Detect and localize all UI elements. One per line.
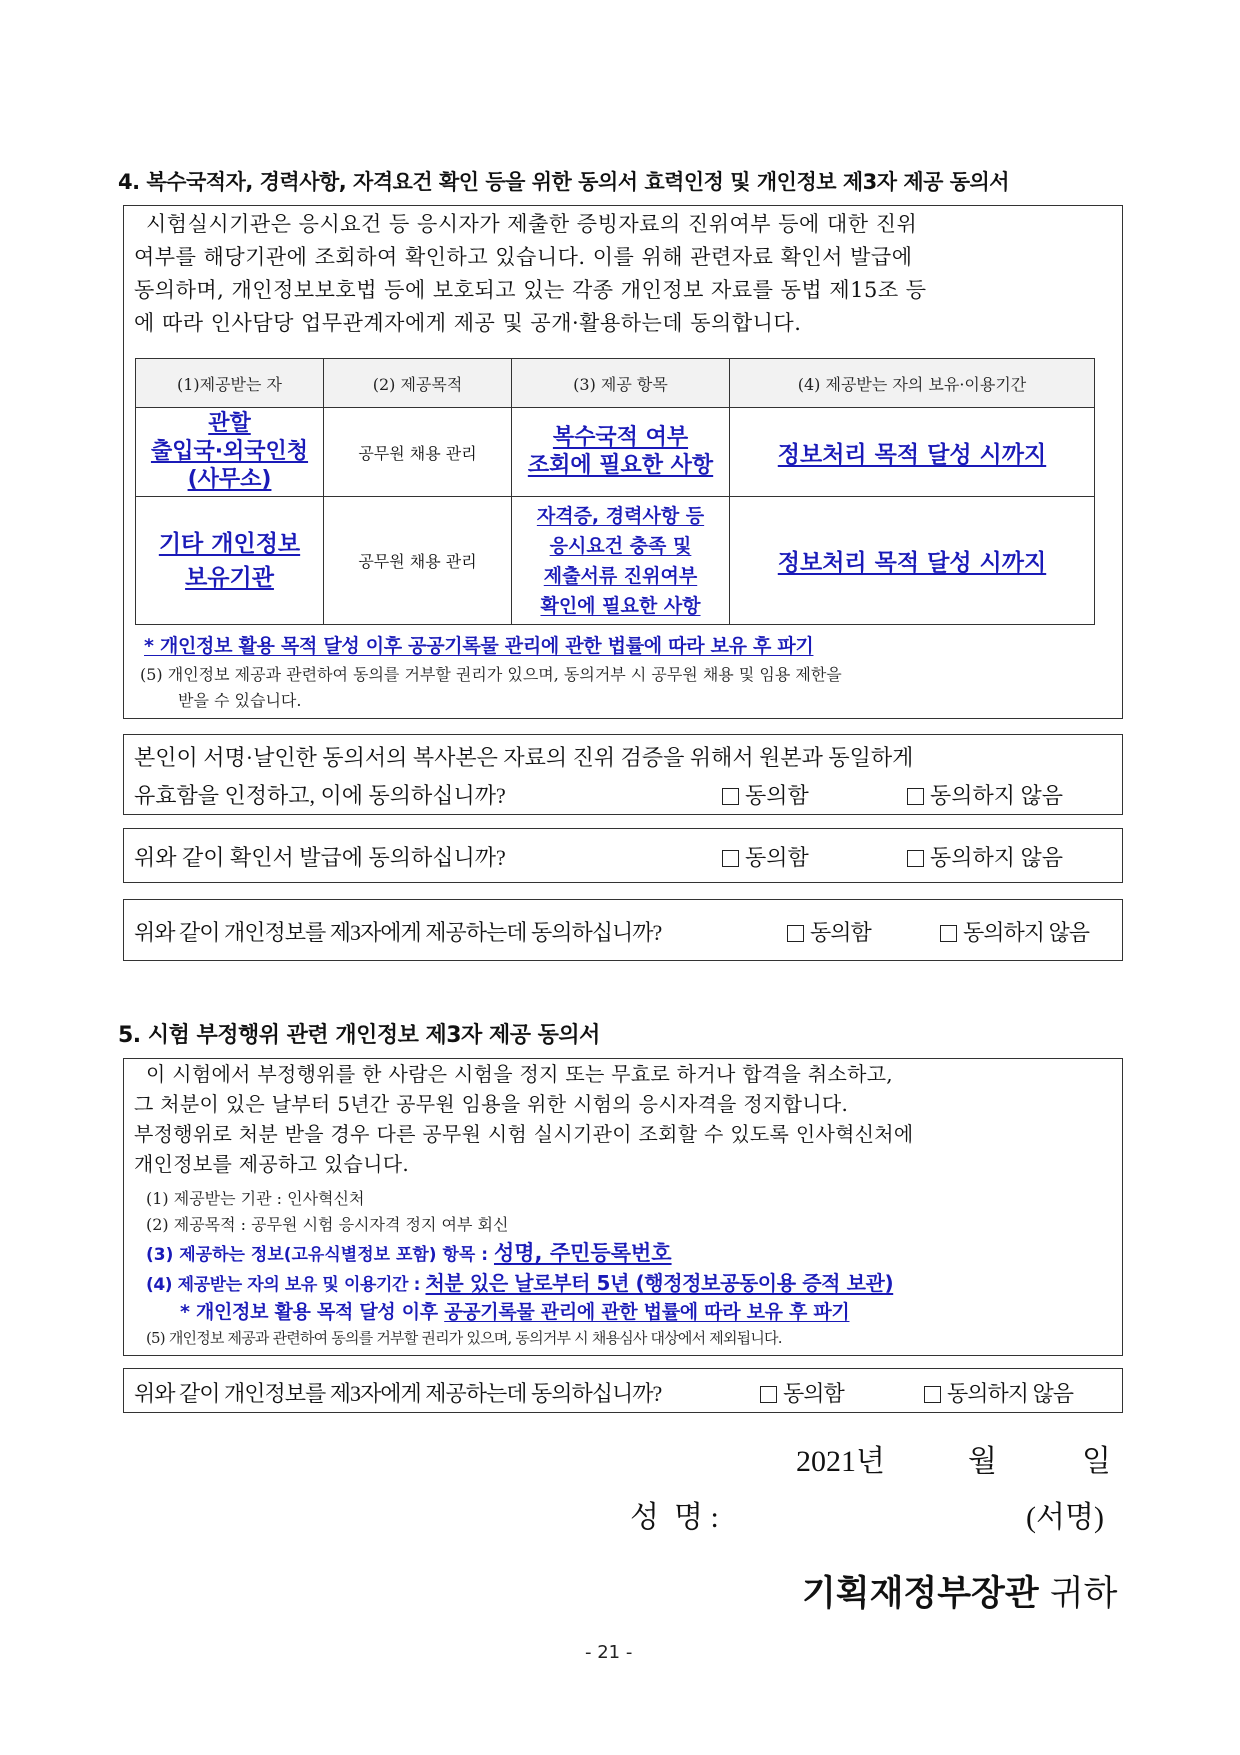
- agree-option[interactable]: [722, 841, 809, 872]
- row2-recipient: [136, 497, 324, 625]
- section4-intro: [134, 208, 1109, 340]
- refusal-note: [140, 662, 1115, 714]
- table-header-row: [136, 359, 1095, 408]
- provision-table: [135, 358, 1095, 625]
- consent-box-certificate: [123, 828, 1123, 883]
- intro-line: 그 처분이 있은 날부터 5년간 공무원 임용을 위한 시험의 응시자격을 정지합니다.: [134, 1092, 849, 1116]
- recipient-line: 관할: [208, 411, 251, 436]
- agree-label: 동의함: [783, 1381, 844, 1406]
- row1-purpose: 공무원 채용 관리: [324, 408, 512, 497]
- item-line: 응시요건 충족 및: [549, 534, 692, 557]
- intro-line: 동의하며, 개인정보보호법 등에 보호되고 있는 각종 개인정보 자료를 동법 제15조 등: [134, 278, 927, 302]
- item-line: 조회에 필요한 사항: [527, 453, 714, 478]
- intro-line: 시험실시기관은 응시요건 등 응시자가 제출한 증빙자료의 진위여부 등에 대한 진위: [146, 212, 918, 236]
- row2-items: [512, 497, 730, 625]
- disagree-label: 동의하지 않음: [930, 783, 1064, 808]
- refusal-note-line: 받을 수 있습니다.: [178, 691, 302, 710]
- disagree-checkbox[interactable]: [907, 788, 924, 805]
- item-line: 자격증, 경력사항 등: [536, 504, 705, 527]
- item-line: 복수국적 여부: [552, 425, 689, 450]
- recipient-line: 출입국·외국인청: [150, 439, 309, 464]
- section5-title: 5. 시험 부정행위 관련 개인정보 제3자 제공 동의서: [118, 1023, 600, 1048]
- header-purpose: (2) 제공목적: [324, 359, 512, 408]
- disagree-checkbox[interactable]: [940, 925, 957, 942]
- agree-checkbox[interactable]: [787, 925, 804, 942]
- section4-title: 4. 복수국적자, 경력사항, 자격요건 확인 등을 위한 동의서 효력인정 및 개인정보 제3자 제공 동의서: [118, 170, 1010, 194]
- consent-box-misconduct: [123, 1368, 1123, 1413]
- row2-purpose: 공무원 채용 관리: [324, 497, 512, 625]
- disagree-label: 동의하지 않음: [947, 1381, 1074, 1406]
- agree-label: 동의함: [810, 920, 871, 945]
- item-line: 제출서류 진위여부: [543, 564, 698, 587]
- header-recipient: (1)제공받는 자: [136, 359, 324, 408]
- name-label: 성 명 :: [630, 1501, 719, 1534]
- disagree-option[interactable]: [924, 1377, 1073, 1408]
- disagree-option[interactable]: [907, 841, 1063, 872]
- row1-recipient: [136, 408, 324, 497]
- provision-item-2: (2) 제공목적 : 공무원 시험 응시자격 정지 여부 회신: [146, 1215, 509, 1234]
- header-items: (3) 제공 항목: [512, 359, 730, 408]
- item-label: (4) 제공받는 자의 보유 및 이용기간 :: [146, 1275, 420, 1295]
- addressee-line: [802, 1566, 1117, 1616]
- disagree-checkbox[interactable]: [907, 850, 924, 867]
- provision-item-4: [146, 1267, 893, 1296]
- note-prefix: * 개인정보 활용 목적 달성 이후: [180, 1301, 438, 1323]
- agree-checkbox[interactable]: [722, 850, 739, 867]
- agree-option[interactable]: [722, 779, 809, 810]
- item-label: (3) 제공하는 정보(고유식별정보 포함) 항목 :: [146, 1245, 489, 1265]
- note-rest: 공공기록물 관리에 관한 법률에 따라 보유 후 파기: [444, 1301, 850, 1323]
- agree-label: 동의함: [745, 845, 809, 870]
- row1-period: [730, 408, 1095, 497]
- section4-box: [123, 205, 1123, 719]
- agree-checkbox[interactable]: [760, 1386, 777, 1403]
- header-period: (4) 제공받는 자의 보유·이용기간: [730, 359, 1095, 408]
- retention-note: [180, 1297, 849, 1324]
- agree-label: 동의함: [745, 783, 809, 808]
- intro-line: 부정행위로 처분 받을 경우 다른 공무원 시험 실시기관이 조회할 수 있도록 인사혁신처에: [134, 1122, 914, 1146]
- consent-question: 위와 같이 개인정보를 제3자에게 제공하는데 동의하십니까?: [134, 1381, 662, 1406]
- intro-line: 여부를 해당기관에 조회하여 확인하고 있습니다. 이를 위해 관련자료 확인서 발급에: [134, 245, 913, 269]
- agree-option[interactable]: [760, 1377, 844, 1408]
- disagree-label: 동의하지 않음: [930, 845, 1064, 870]
- table-row: [136, 408, 1095, 497]
- disagree-option[interactable]: [907, 779, 1063, 810]
- provision-item-3: [146, 1237, 672, 1267]
- disagree-label: 동의하지 않음: [963, 920, 1090, 945]
- refusal-note-line: (5) 개인정보 제공과 관련하여 동의를 거부할 권리가 있으며, 동의거부 시 공무원 채용 및 임용 제한을: [140, 665, 842, 684]
- agree-checkbox[interactable]: [722, 788, 739, 805]
- honorific: 귀하: [1049, 1574, 1118, 1613]
- agree-option[interactable]: [787, 916, 871, 947]
- consent-question: 위와 같이 확인서 발급에 동의하십니까?: [134, 845, 506, 870]
- section5-box: [123, 1058, 1123, 1356]
- page-number: - 21 -: [585, 1642, 633, 1663]
- recipient-line: 기타 개인정보: [158, 530, 301, 557]
- consent-question: 유효함을 인정하고, 이에 동의하십니까?: [134, 783, 506, 808]
- item-value: 성명, 주민등록번호: [493, 1241, 672, 1265]
- provision-item-1: (1) 제공받는 기관 : 인사혁신처: [146, 1189, 365, 1208]
- consent-question: 본인이 서명·날인한 동의서의 복사본은 자료의 진위 검증을 위해서 원본과 동일하게: [134, 745, 914, 770]
- recipient-line: 보유기관: [185, 564, 274, 591]
- consent-box-copy-validity: [123, 734, 1123, 815]
- item-line: 확인에 필요한 사항: [540, 594, 701, 617]
- intro-line: 이 시험에서 부정행위를 한 사람은 시험을 정지 또는 무효로 하거나 합격을 취소하고,: [146, 1062, 893, 1086]
- period-text: 정보처리 목적 달성 시까지: [777, 441, 1047, 468]
- date-year: 2021년: [796, 1445, 885, 1478]
- date-day: 일: [1082, 1445, 1111, 1478]
- item-value: 처분 있은 날로부터 5년 (행정정보공동이용 증적 보관): [425, 1271, 894, 1295]
- row1-items: [512, 408, 730, 497]
- sign-label: (서명): [1026, 1501, 1104, 1534]
- intro-line: 에 따라 인사담당 업무관계자에게 제공 및 공개·활용하는데 동의합니다.: [134, 311, 802, 335]
- provision-item-5: (5) 개인정보 제공과 관련하여 동의를 거부할 권리가 있으며, 동의거부 시 채용심사 대상에서 제외됩니다.: [146, 1329, 782, 1347]
- period-text: 정보처리 목적 달성 시까지: [777, 550, 1047, 576]
- table-row: [136, 497, 1095, 625]
- retention-note: * 개인정보 활용 목적 달성 이후 공공기록물 관리에 관한 법률에 따라 보유 후 파기: [144, 635, 814, 657]
- addressee: 기획재정부장관: [802, 1574, 1039, 1614]
- consent-box-third-party: [123, 899, 1123, 961]
- intro-line: 개인정보를 제공하고 있습니다.: [134, 1152, 410, 1176]
- disagree-option[interactable]: [940, 916, 1089, 947]
- section5-intro: [134, 1059, 1109, 1179]
- disagree-checkbox[interactable]: [924, 1386, 941, 1403]
- date-month: 월: [968, 1445, 997, 1478]
- row2-period: [730, 497, 1095, 625]
- recipient-line: (사무소): [187, 467, 272, 492]
- consent-question: 위와 같이 개인정보를 제3자에게 제공하는데 동의하십니까?: [134, 920, 662, 945]
